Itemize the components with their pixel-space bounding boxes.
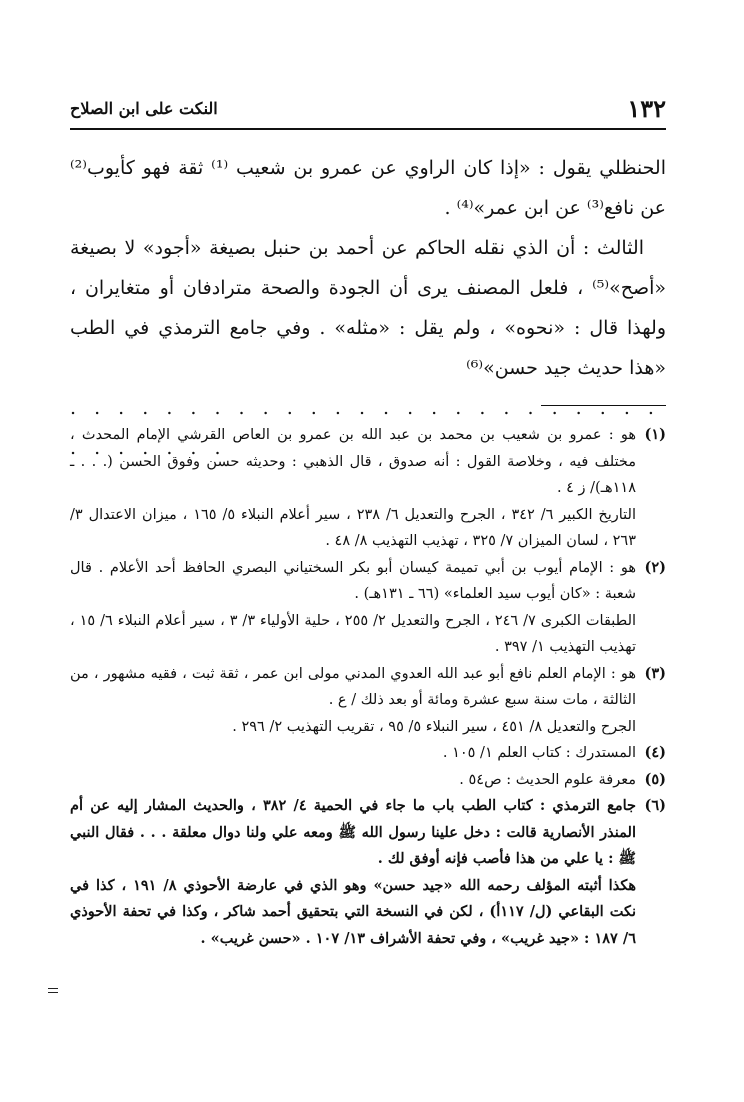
footnote-2 (70, 555, 666, 661)
footnote-sources: الطبقات الكبرى ٧/ ٢٤٦ ، الجرح والتعديل ٢/ ٢٥٥ ، حلية الأولياء ٣/ ٣ ، سير أعلام النبلاء ٦/ ١٥ ، تهذيب التهذيب ١/ ٣٩٧ . (70, 612, 637, 655)
footnote-sources: الجرح والتعديل ٨/ ٤٥١ ، سير النبلاء ٥/ ٩٥ ، تقريب التهذيب ٢/ ٢٩٦ . (232, 718, 636, 735)
paragraph-2: الثالث : أن الذي نقله الحاكم عن أحمد بن حنبل بصيغة «أجود» لا بصيغة «أصح»⁽⁵⁾ ، فلعل المصنف يرى أن الجودة والصحة مترادفان أو متغايران ، ولهذا قال : «نحوه» ، ولم يقل : «مثله» . وفي جامع الترمذي في الطب «هذا حديث جيد حسن»⁽⁶⁾ (70, 237, 666, 379)
footnote-4 (70, 740, 666, 767)
footnote-3 (70, 661, 666, 741)
footnote-number: (٤) (644, 744, 666, 761)
footnote-text: هو : عمرو بن شعيب بن محمد بن عبد الله بن عمرو بن العاص القرشي الإمام المحدث ، مختلف فيه ، وخلاصة القول : أنه صدوق ، قال الذهبي : وحديثه حسن وفوق الحسن (. . . ـ ١١٨هـ)/ ز ٤ . (70, 427, 636, 496)
footnote-number: (٣) (644, 664, 666, 682)
footnote-text: جامع الترمذي : كتاب الطب باب ما جاء في الحمية ٤/ ٣٨٢ ، والحديث المشار إليه عن أم المنذر الأنصارية قالت : دخل علينا رسول الله ﷺ ومعه علي ولنا دوال معلقة . . . فقال النبي ﷺ : يا علي من هذا فأصب فإنه أوفق لك . (70, 797, 636, 867)
footnote-text: هو : الإمام العلم نافع أبو عبد الله العدوي المدني مولى ابن عمر ، ثقة ثبت ، فقيه مشهور ، من الثالثة ، مات سنة سبع عشرة ومائة أو بعد ذلك / ع . (70, 665, 636, 708)
footnote-1 (70, 422, 666, 555)
footnotes (70, 422, 666, 952)
footnote-note: هكذا أثبته المؤلف رحمه الله «جيد حسن» وهو الذي في عارضة الأحوذي ٨/ ١٩١ ، كذا في نكت البقاعي (ل/ ١١٧أ) ، لكن في النسخة التي بتحقيق أحمد شاكر ، وكذا في تحفة الأحوذي ٦/ ١٨٧ : «جيد غريب» ، وفي تحفة الأشراف ١٣/ ١٠٧ . «حسن غريب» . (70, 876, 636, 947)
header-rule (70, 128, 666, 130)
main-text (70, 148, 666, 468)
footnote-5 (70, 767, 666, 794)
page-header (70, 93, 666, 123)
dot-leader: . . . . . . . . . . . . . . . . . . . . . . . . . . . . . . . . (70, 397, 660, 459)
running-title: النكت على ابن الصلاح (70, 98, 218, 118)
footnote-number: (١) (644, 426, 666, 443)
page-number: ١٣٢ (627, 93, 666, 123)
footnote-number: (٢) (644, 558, 666, 576)
margin-mark (48, 988, 58, 993)
footnote-text: معرفة علوم الحديث : ص٥٤ . (459, 771, 636, 788)
footnote-text: المستدرك : كتاب العلم ١/ ١٠٥ . (442, 745, 636, 761)
footnote-rule (541, 405, 666, 406)
footnote-text: هو : الإمام أيوب بن أبي تميمة كيسان أبو بكر السختياني البصري الحافظ أحد الأعلام . قال شعبة : «كان أيوب سيد العلماء» (٦٦ ـ ١٣١هـ) . (70, 559, 636, 602)
footnote-number: (٦) (644, 797, 666, 814)
footnote-sources: التاريخ الكبير ٦/ ٣٤٢ ، الجرح والتعديل ٦/ ٢٣٨ ، سير أعلام النبلاء ٥/ ١٦٥ ، ميزان الاعتدال ٣/ ٢٦٣ ، لسان الميزان ٧/ ٣٢٥ ، تهذيب التهذيب ٨/ ٤٨ . (70, 506, 637, 549)
paragraph-1: الحنظلي يقول : «إذا كان الراوي عن عمرو بن شعيب ⁽¹⁾ ثقة فهو كأيوب⁽²⁾ عن نافع⁽³⁾ عن ابن عمر»⁽⁴⁾ . (70, 157, 666, 219)
footnote-number: (٥) (644, 770, 666, 788)
footnote-6 (70, 793, 666, 952)
